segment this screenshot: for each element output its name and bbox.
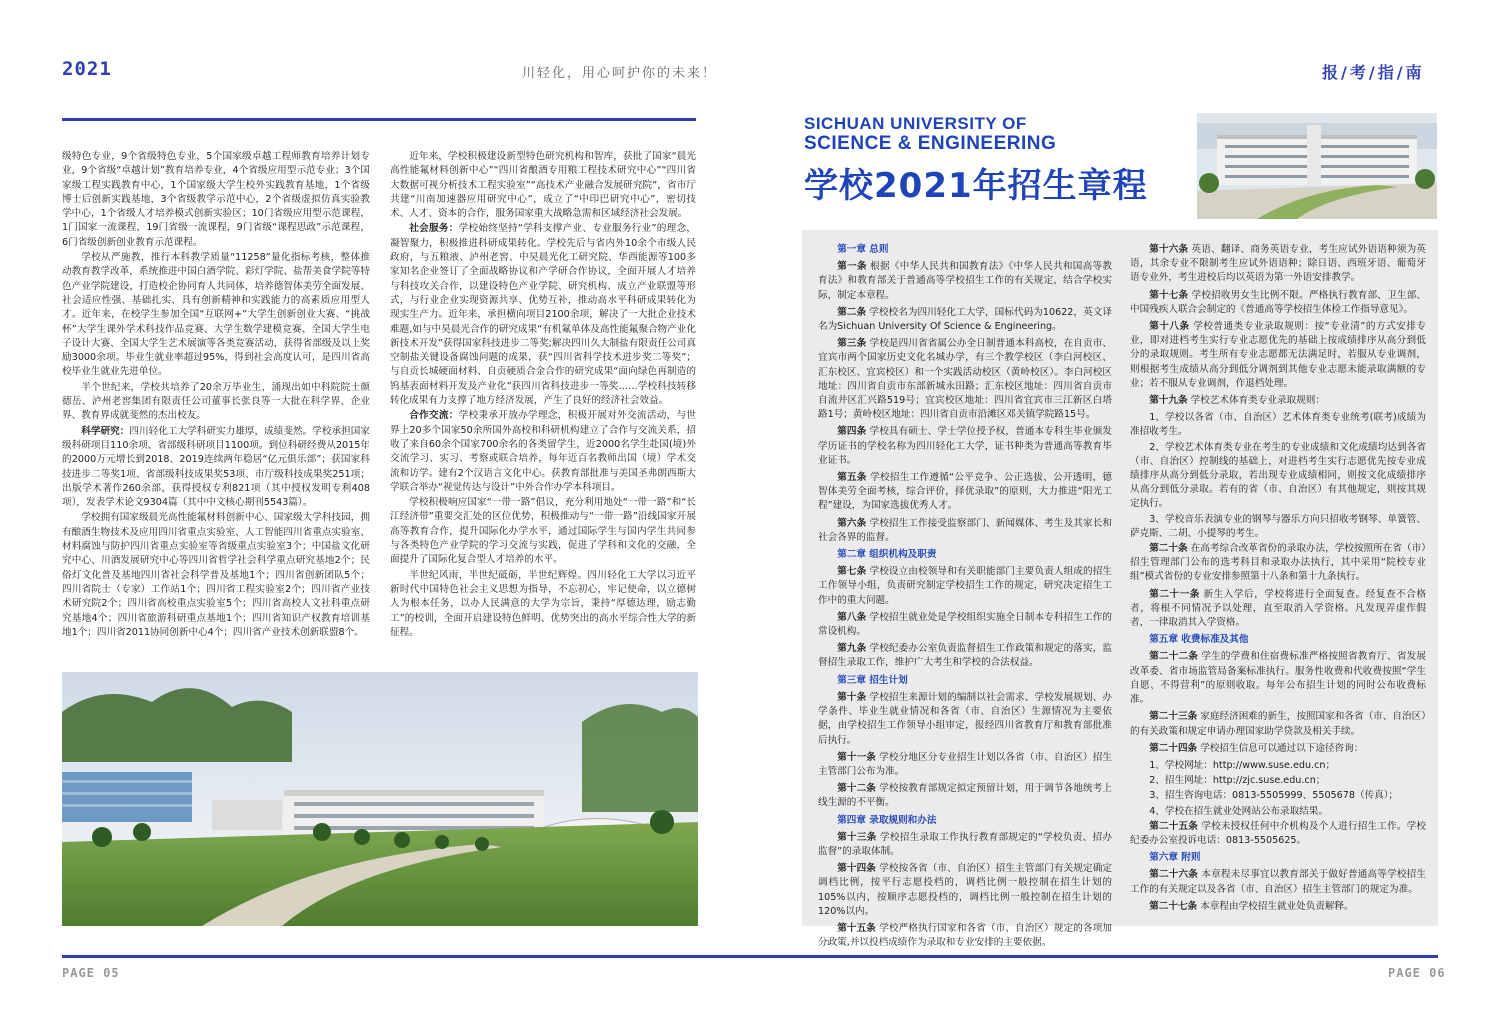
chapter-heading: 第四章 录取规则和办法 xyxy=(837,814,937,826)
slogan: 川轻化，用心呵护你的未来！ xyxy=(522,66,718,81)
article-number: 第十条 xyxy=(837,691,867,703)
paragraph-text: 学校拥有国家级晨光高性能氟材料创新中心、国家级大学科技园，拥有酿酒生物技术及应用四川省重点实验室、人工智能四川省重点实验室、材料腐蚀与防护四川省重点实验室等省级重点实验室3个；中国盐文化研究中心、川酒发展研究中心等四川省哲学社会科学重点研究基地2个；民俗灯文化普及基地四川省社会科学普及基地1个；四川省创新团队5个；四川省院士（专家）工作站1个；四川省工程实验室2个；四川省产业技术研究院2个；四川省高校重点实验室5个；四川省高校人文社科重点研究基地4个；四川省旅游科研重点基地1个；四川省知识产权教育培训基地1个；四川省2011协同创新中心4个；四川省产业技术创新联盟8个。 xyxy=(62,512,370,638)
article xyxy=(818,337,1112,422)
article xyxy=(1130,868,1426,896)
year-label: 2021 xyxy=(62,58,112,80)
paragraph-heading: 社会服务： xyxy=(409,223,459,235)
paragraph-text: 近年来，学校积极建设新型特色研究机构和智库，获批了国家“晨光高性能氟材料创新中心”“四川省酿酒专用粮工程技术研究中心”“四川省大数据可视分析技术工程实验室”“高技术产业融合发展研究院”，省市厅共建“川南加速器应用研究中心”，成立了“中印巴研究中心”，密切技术、人才、资本的合作，服务国家重大战略急需和区域经济社会发展。 xyxy=(390,151,696,220)
paragraph xyxy=(390,409,696,495)
article xyxy=(818,565,1112,608)
article-text: 英语、翻译、商务英语专业，考生应试外语语种须为英语，其余专业不限制考生应试外语语种；除日语、西班牙语、葡萄牙语专业外，考生进校后均以英语为第一外语安排教学。 xyxy=(1130,244,1426,284)
article-number: 第七条 xyxy=(837,566,867,578)
left-text-column-1 xyxy=(62,150,370,641)
article-number: 第二十条 xyxy=(1149,543,1188,555)
article-number: 第十二条 xyxy=(837,783,877,795)
article-number: 第九条 xyxy=(837,643,867,655)
article-text: 学校是四川省省属公办全日制普通本科高校，在自贡市、宜宾市两个国家历史文化名城办学，有三个教学校区（李白河校区、汇东校区、宜宾校区）和一个实践活动校区（黄岭校区）。李白河校区地址：四川省自贡市东部新城永田路；汇东校区地址：四川省自贡市自流井区汇兴路519号；宜宾校区地址：四川省宜宾市三江新区白塔路1号；黄岭校区地址：四川省自贡市沿滩区邓关镇学院路15号。 xyxy=(818,338,1113,421)
article-number: 第十三条 xyxy=(837,831,877,843)
article xyxy=(1130,650,1426,707)
article-text: 学校按教育部规定拟定预留计划，用于调节各地统考上线生源的不平衡。 xyxy=(818,783,1113,809)
paragraph-text: 半个世纪来，学校共培养了20余万毕业生，涌现出如中科院院士颜德岳、泸州老窖集团有限责任公司董事长张良等一大批在科学界、企业界、教育界成就斐然的杰出校友。 xyxy=(62,381,370,422)
list-item: 4、学校在招生就业处网站公布录取结果。 xyxy=(1149,805,1328,817)
article xyxy=(1130,289,1426,317)
chapter-heading: 第五章 收费标准及其他 xyxy=(1149,634,1249,646)
admission-charter-title: 学校2021年招生章程 xyxy=(804,166,1148,206)
article xyxy=(818,642,1112,670)
paragraph xyxy=(62,251,370,380)
paragraph-text: 四川轻化工大学科研实力雄厚，成绩斐然。学校承担国家级科研项目110余项、省部级科研项目1100项。到位科研经费从2015年的2000万元增长到2018、2019连续两年稳居“亿元俱乐部”；获国家科技进步二等奖1项、省部级科技成果奖53项、市厅级科技成果奖251项；出版学术著作260余部，获得授权专利821项（其中授权发明专利408项），发表学术论文9304篇（其中中文核心期刊5543篇）。 xyxy=(62,425,371,509)
article xyxy=(1130,742,1426,756)
paragraph-text: 学校秉承开放办学理念，积极开展对外交流活动，与世界上20多个国家50余所国外高校和科研机构建立了合作与交流关系，招收了来自60余个国家700余名的各类留学生，近2000名学生赴国(境)外交流学习、实习、考察或联合培养，每年近百名教师出国（境）学术交流和访学。建有2个汉语言文化中心。获教育部批准与美国圣弗朗西斯大学联合举办“视觉传达与设计”中外合作办学本科项目。 xyxy=(390,410,697,493)
uni-en-line-2: SCIENCE & ENGINEERING xyxy=(804,133,1057,154)
paragraph-text: 学校始终坚持“学科支撑产业、专业服务行业”的理念，凝智聚力，积极推进科研成果转化。学校先后与省内外10余个市级人民政府，与五粮液、泸州老窖、中昊晨光化工研究院、华西能源等100多家知名企业签订了全面战略协议和产学研合作协议，全面开展人才培养与科技攻关合作，以建设特色产业学院、研究机构、成立产业联盟等形式，与行业企业实现资源共享、优势互补，推动高水平科研成果转化为现实生产力。近年来，承担横向项目2100余项，解决了一大批企业技术难题,如与中昊晨光合作的研究成果“有机氟单体及高性能氟聚合物产业化新技术开发”获得国家科技进步二等奖;解决四川久大制盐有限责任公司真空制盐关键设备腐蚀问题的成果，获“四川省科学技术进步奖二等奖”；与自贡长城硬面材料、自贡硬质合金合作的研究成果“面向绿色再制造的钨基表面材料开发及产业化”获四川省科技进步一等奖……学校科技转移转化成果有力支撑了地方经济发展，产生了良好的经济社会效益。 xyxy=(390,223,696,407)
article xyxy=(818,922,1112,950)
article-number: 第六条 xyxy=(837,517,867,529)
article xyxy=(1130,710,1426,738)
article-text: 学校具有硕士、学士学位授予权，普通本专科生毕业颁发学历证书的学校名称为四川轻化工大学，证书种类为普通高等教育毕业证书。 xyxy=(818,426,1113,466)
chapter-heading: 第一章 总则 xyxy=(837,244,889,255)
article-text: 根据《中华人民共和国教育法》《中华人民共和国高等教育法》和教育部关于普通高等学校招生工作的有关规定，结合学校实际，制定本章程。 xyxy=(818,261,1113,301)
article-number: 第十五条 xyxy=(837,922,877,934)
article-number: 第二条 xyxy=(837,306,867,318)
article-text: 学校招生就业处是学校组织实施全日制本专科招生工作的常设机构。 xyxy=(818,611,1113,638)
article-text: 学校未授权任何中介机构及个人进行招生工作。学校纪委办公室投诉电话：0813-5505625。 xyxy=(1130,820,1426,846)
article-text: 学校严格执行国家和各省（市、自治区）规定的各项加分政策,并以投档成绩作为录取和专业安排的主要依据。 xyxy=(818,922,1113,949)
university-english-name xyxy=(804,114,1056,154)
charter-column-1 xyxy=(818,243,1112,953)
article xyxy=(818,611,1112,639)
top-rule xyxy=(62,118,696,121)
paragraph-heading: 科学研究： xyxy=(81,425,130,437)
campus-photo xyxy=(62,672,698,926)
paragraph xyxy=(62,511,370,640)
article xyxy=(818,306,1112,334)
article xyxy=(818,831,1112,859)
list-item: 2、招生网址：http://zjc.suse.edu.cn； xyxy=(1149,775,1326,787)
paragraph-text: 学校从严施教，推行本科教学质量“11258”量化指标考核，整体推动教育教学改革，系统推进中国白酒学院、彩灯学院、盐帮美食学院等特色产业学院建设，打造校企协同育人共同体，培养德智体美劳全面发展、社会适应性强、基础扎实、具有创新精神和实践能力的高素质应用型人才。近年来，在校学生参加全国“互联网+”大学生创新创业大赛、“挑战杯”大学生课外学术科技作品竞赛、大学生数学建模竞赛、全国大学生电子设计大赛、全国大学生艺术展演等各类竞赛活动，获得省部级及以上奖励3000余项。毕业生就业率超过95%，得到社会高度认可，是四川省高校毕业生就业先进单位。 xyxy=(62,252,370,378)
list-item: 3、学校音乐表演专业的钢琴与器乐方向只招收考钢琴、单簧管、萨克斯、二胡、小提琴的考生。 xyxy=(1130,513,1426,539)
paragraph xyxy=(62,381,370,424)
article-number: 第二十四条 xyxy=(1149,742,1198,754)
paragraph-heading: 合作交流： xyxy=(409,410,459,422)
paragraph xyxy=(390,496,696,567)
article xyxy=(818,751,1112,779)
section-guide-label: 报/考/指/南 xyxy=(1322,63,1425,82)
paragraph-text: 半世纪风雨，半世纪砥砺，半世纪辉煌。四川轻化工大学以习近平新时代中国特色社会主义思想为指导，不忘初心，牢记使命，以立德树人为根本任务，以办人民满意的大学为宗旨，秉持“厚德达理，励志勤工”的校训，全面开启建设特色鲜明、优势突出的高水平综合性大学的新征程。 xyxy=(390,569,696,638)
article xyxy=(818,471,1112,514)
article-text: 学校招生工作接受监察部门、新闻媒体、考生及其家长和社会各界的监督。 xyxy=(818,517,1113,543)
list-item: 3、招生咨询电话：0813-5505999、5505678（传真）； xyxy=(1149,790,1399,802)
list-item: 1、学校以各省（市、自治区）艺术体育类专业统考(联考)成绩为准招收考生。 xyxy=(1130,412,1426,438)
article-number: 第三条 xyxy=(837,338,867,350)
article-number: 第二十二条 xyxy=(1149,651,1199,663)
article xyxy=(1130,243,1426,286)
article-text: 家庭经济困难的新生，按照国家和各省（市、自治区）的有关政策和规定申请办理国家助学贷款及相关手续。 xyxy=(1130,711,1426,737)
article xyxy=(1130,588,1426,631)
article-text: 学生的学费和住宿费标准严格按照省教育厅、省发展改革委、省市场监管局备案标准执行。服务性收费和代收费按照“学生自愿、不得营利”的原则收取。每年公布招生计划的同时公布收费标准。 xyxy=(1130,651,1426,706)
building-photo xyxy=(1197,113,1437,219)
paragraph-text: 学校积极响应国家“一带一路”倡议，充分利用地处“一带一路”和“长江经济带”重要交汇处的区位优势，积极推动与“一带一路”沿线国家开展高等教育合作，提升国际化办学水平，通过国际学生与国内学生共同参与各类特色产业学院的学习交流与实践，促进了学科和文化的交融，全面提升了国际化复合型人才培养的水平。 xyxy=(390,497,696,566)
article-text: 学校按各省（市、自治区）招生主管部门有关规定确定调档比例，按平行志愿投档的，调档比例一般控制在招生计划的105%以内，按顺序志愿投档的，调档比例一般控制在招生计划的120%以内。 xyxy=(818,863,1113,917)
article xyxy=(1130,320,1426,391)
article-text: 学校招生工作遵循“公平竞争、公正选拔、公开透明，德智体美劳全面考核，综合评价，择优录取”的原则，大力推进“阳光工程”建设，为国家选拔优秀人才。 xyxy=(818,472,1112,512)
article-number: 第二十七条 xyxy=(1149,900,1198,912)
article-number: 第十四条 xyxy=(837,863,877,875)
article-text: 学校校名为四川轻化工大学，国标代码为10622，英文译名为Sichuan University Of Science & Engineering。 xyxy=(818,306,1112,333)
article-text: 学校招生信息可以通过以下途径咨询： xyxy=(1200,742,1364,754)
article-text: 学校招收男女生比例不限。严格执行教育部、卫生部、中国残疾人联合会制定的《普通高等学校招生体检工作指导意见》。 xyxy=(1130,289,1426,315)
article xyxy=(818,782,1112,810)
article-number: 第一条 xyxy=(837,261,867,273)
article-text: 学校设立由校领导和有关职能部门主要负责人组成的招生工作领导小组，负责研究制定学校招生工作的规定，研究决定招生工作中的重大问题。 xyxy=(818,566,1113,606)
article-text: 本章程未尽事宜以教育部关于做好普通高等学校招生工作的有关规定以及各省（市、自治区）招生主管部门的规定为准。 xyxy=(1130,869,1426,895)
article-number: 第十八条 xyxy=(1149,321,1190,333)
paragraph-text: 级特色专业，9个省级特色专业，5个国家级卓越工程师教育培养计划专业，9个省级“卓越计划”教育培养专业，4个省级应用型示范专业；3个国家级工程实践教育中心，1个国家级大学生校外实践教育基地，1个省级博士后创新实践基地，3个省级教学示范中心，2个省级虚拟仿真实验教学中心，1个省级人才培养模式创新实验区；10门省级应用型示范课程，1门国家一流课程，19门省级一流课程，9门省级“课程思政”示范课程，6门省级创新创业教育示范课程。 xyxy=(62,151,370,248)
article-text: 本章程由学校招生就业处负责解释。 xyxy=(1200,900,1354,912)
paragraph xyxy=(62,425,370,511)
article-text: 学校招生来源计划的编制以社会需求、学校发展规划、办学条件、毕业生就业情况和各省（市、自治区）生源情况为主要依据，由学校招生工作领导小组审定，报经四川省教育厅和教育部批准后执行。 xyxy=(818,691,1113,746)
uni-en-line-1: SICHUAN UNIVERSITY OF xyxy=(804,114,1027,133)
article-text: 学校招生录取工作执行教育部规定的“学校负责、招办监督”的录取体制。 xyxy=(818,831,1112,857)
article xyxy=(818,862,1112,919)
list-item: 1、学校网址：http://www.suse.edu.cn； xyxy=(1149,759,1336,771)
article-number: 第八条 xyxy=(837,611,867,623)
article-number: 第二十六条 xyxy=(1149,869,1199,881)
article xyxy=(818,517,1112,545)
article xyxy=(818,691,1112,748)
article-number: 第五条 xyxy=(837,472,867,484)
article-number: 第十七条 xyxy=(1149,289,1189,301)
article-number: 第二十三条 xyxy=(1149,711,1198,723)
article-text: 学校分地区分专业招生计划以各省（市、自治区）招生主管部门公布为准。 xyxy=(818,751,1113,777)
page-number-left: PAGE 05 xyxy=(62,966,120,980)
article-text: 新生入学后，学校将进行全面复查。经复查不合格者，将根不同情况予以处理，直至取消入学资格。凡发现弄虚作假者，一律取消其入学资格。 xyxy=(1130,588,1427,629)
paragraph xyxy=(390,569,696,640)
charter-column-2 xyxy=(1130,243,1426,917)
article-number: 第二十五条 xyxy=(1149,820,1199,832)
article xyxy=(818,425,1112,468)
paragraph xyxy=(390,222,696,408)
article-number: 第十六条 xyxy=(1149,244,1189,255)
paragraph xyxy=(62,150,370,250)
article xyxy=(1130,542,1426,585)
article-number: 第十九条 xyxy=(1149,395,1188,407)
article xyxy=(818,260,1112,303)
chapter-heading: 第六章 附则 xyxy=(1149,852,1201,864)
article-number: 第十一条 xyxy=(837,751,877,763)
left-text-column-2 xyxy=(390,150,696,641)
article xyxy=(1130,820,1426,848)
article-text: 学校艺术体育类专业录取规则： xyxy=(1190,395,1325,407)
chapter-heading: 第三章 招生计划 xyxy=(837,674,908,686)
article-text: 学校纪委办公室负责监督招生工作政策和规定的落实，监督招生录取工作，维护广大考生和学校的合法权益。 xyxy=(818,643,1113,669)
article-text: 在高考综合改革省份的录取办法，学校按照所在省（市）招生管理部门公布的选考科目和录取办法执行，其中采用“院校专业组”模式省份的专业安排参照第十八条和第十九条执行。 xyxy=(1130,543,1426,583)
article-number: 第二十一条 xyxy=(1149,588,1200,600)
article xyxy=(1130,394,1426,408)
article-text: 学校普通类专业录取规则：按“专业清”的方式安排专业，即对进档考生实行专业志愿优先的基础上按成绩排序从高分到低分的录取规则。考生所有专业志愿都无法满足时，若服从专业调剂，则根据考生成绩从高分到低分调剂到其他专业志愿未能录取满额的专业；若不服从专业调剂，作退档处理。 xyxy=(1130,321,1426,389)
paragraph xyxy=(390,150,696,221)
list-item: 2、学校艺术体育类专业在考生的专业成绩和文化成绩均达到各省（市、自治区）控制线的基础上，对进档考生实行志愿优先按专业成绩排序从高分到低分录取，若出现专业成绩相同，则按文化成绩排序从高分到低分录取。若有的省（市、自治区）有其他规定，则按其规定执行。 xyxy=(1130,441,1426,510)
article xyxy=(1130,900,1426,914)
bottom-rule xyxy=(62,955,1438,958)
chapter-heading: 第二章 组织机构及职责 xyxy=(837,549,937,561)
article-number: 第四条 xyxy=(837,426,867,438)
page-number-right: PAGE 06 xyxy=(1388,966,1446,980)
